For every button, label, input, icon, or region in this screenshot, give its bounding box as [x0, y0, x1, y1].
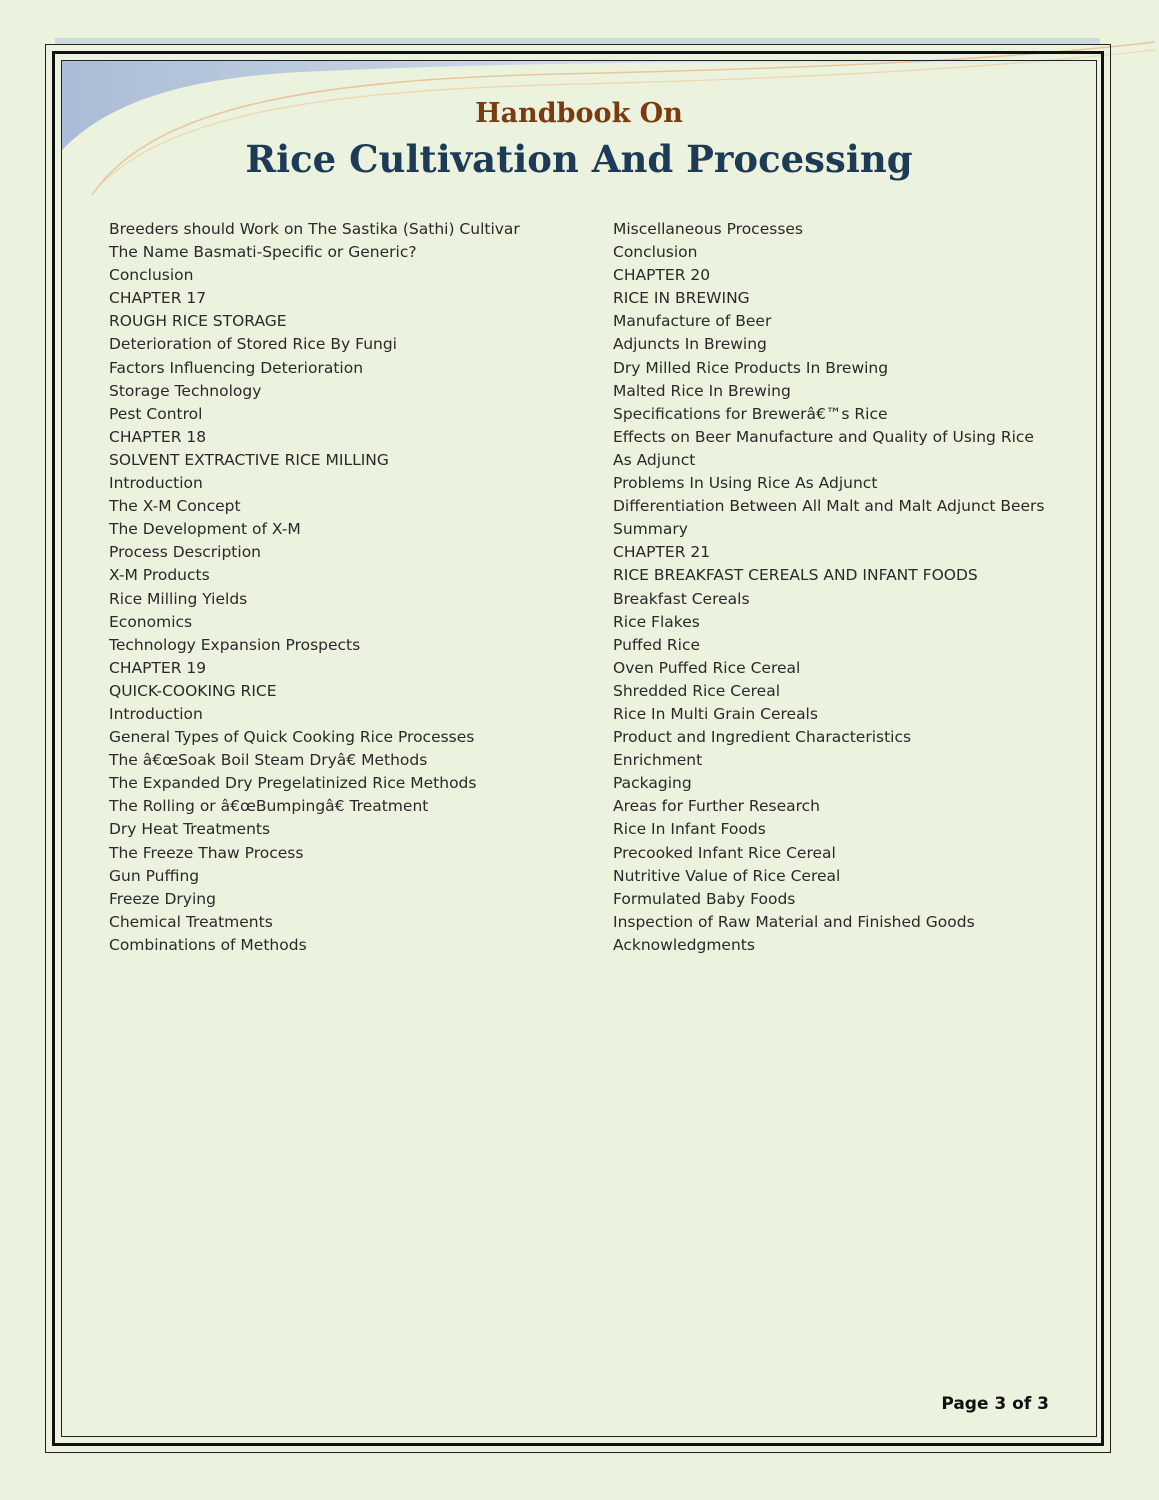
toc-entry: Adjuncts In Brewing: [613, 335, 767, 354]
toc-entry: Packaging: [613, 774, 692, 793]
toc-entry: Rice In Multi Grain Cereals: [613, 704, 818, 723]
toc-entry: General Types of Quick Cooking Rice Processes: [109, 728, 475, 747]
toc-entry: The Freeze Thaw Process: [109, 843, 304, 862]
title-block: [61, 96, 1097, 184]
toc-entry: The â€œSoak Boil Steam Dryâ€ Methods: [109, 751, 428, 770]
toc-entry: Introduction: [109, 704, 203, 723]
toc-entry: The Expanded Dry Pregelatinized Rice Methods: [109, 774, 477, 793]
toc-entry: Oven Puffed Rice Cereal: [613, 658, 801, 677]
toc-entry: Problems In Using Rice As Adjunct: [613, 474, 878, 493]
toc-entry: Breakfast Cereals: [613, 589, 750, 608]
toc-entry: Precooked Infant Rice Cereal: [613, 843, 836, 862]
page-number: Page 3 of 3: [941, 1394, 1049, 1414]
toc-entry: Freeze Drying: [109, 889, 216, 908]
toc-entry: Differentiation Between All Malt and Malt Adjunct Beers: [613, 497, 1045, 516]
toc-entry: RICE BREAKFAST CEREALS AND INFANT FOODS: [613, 566, 978, 585]
toc-entry: Summary: [613, 520, 688, 539]
toc-entry: CHAPTER 20: [613, 266, 711, 285]
toc-entry: Acknowledgments: [613, 935, 755, 954]
toc-entry: Breeders should Work on The Sastika (Sathi) Cultivar: [109, 220, 520, 238]
toc-entry: Factors Influencing Deterioration: [109, 358, 364, 377]
toc-entry: QUICK-COOKING RICE: [109, 681, 277, 700]
toc-entry: RICE IN BREWING: [613, 289, 750, 308]
toc-entry: Conclusion: [109, 266, 194, 285]
toc-entry: Product and Ingredient Characteristics: [613, 728, 912, 747]
toc-entry: As Adjunct: [613, 450, 696, 469]
toc-entry: Process Description: [109, 543, 262, 562]
toc-entry: Shredded Rice Cereal: [613, 681, 781, 700]
toc-entry: Rice Flakes: [613, 612, 700, 631]
document-title: Rice Cultivation And Processing: [245, 137, 913, 181]
toc-entry: Dry Heat Treatments: [109, 820, 271, 839]
toc-entry: Malted Rice In Brewing: [613, 381, 791, 400]
toc-entry: Miscellaneous Processes: [613, 220, 804, 238]
toc-entry: Enrichment: [613, 751, 703, 770]
toc-entry: Puffed Rice: [613, 635, 701, 654]
toc-entry: CHAPTER 19: [109, 658, 207, 677]
toc-entry: The Name Basmati-Specific or Generic?: [109, 243, 417, 262]
toc-entry: ROUGH RICE STORAGE: [109, 312, 287, 331]
toc-left-column: [109, 218, 520, 957]
toc-entry: Formulated Baby Foods: [613, 889, 796, 908]
toc-entry: X-M Products: [109, 566, 210, 585]
toc-right-column: [613, 218, 1045, 957]
toc-entry: Nutritive Value of Rice Cereal: [613, 866, 841, 885]
toc-entry: Rice Milling Yields: [109, 589, 248, 608]
toc-entry: CHAPTER 18: [109, 427, 207, 446]
toc-entry: The X-M Concept: [109, 497, 241, 516]
toc-entry: Inspection of Raw Material and Finished Goods: [613, 912, 975, 931]
toc-entry: Technology Expansion Prospects: [109, 635, 361, 654]
toc-entry: CHAPTER 17: [109, 289, 207, 308]
toc-entry: Combinations of Methods: [109, 935, 307, 954]
toc-entry: The Rolling or â€œBumpingâ€ Treatment: [109, 797, 429, 816]
toc-entry: CHAPTER 21: [613, 543, 711, 562]
toc-entry: Effects on Beer Manufacture and Quality of Using Rice: [613, 427, 1034, 446]
toc-entry: Gun Puffing: [109, 866, 200, 885]
toc-entry: Rice In Infant Foods: [613, 820, 766, 839]
toc-entry: Deterioration of Stored Rice By Fungi: [109, 335, 397, 354]
toc-entry: Introduction: [109, 474, 203, 493]
toc-entry: Dry Milled Rice Products In Brewing: [613, 358, 889, 377]
toc-entry: Storage Technology: [109, 381, 262, 400]
document-subtitle: Handbook On: [475, 98, 683, 129]
toc-entry: Chemical Treatments: [109, 912, 273, 931]
toc-entry: Areas for Further Research: [613, 797, 821, 816]
toc-entry: Conclusion: [613, 243, 698, 262]
toc-entry: SOLVENT EXTRACTIVE RICE MILLING: [109, 450, 389, 469]
toc-entry: The Development of X-M: [109, 520, 301, 539]
toc-entry: Specifications for Brewerâ€™s Rice: [613, 404, 888, 423]
toc-entry: Pest Control: [109, 404, 203, 423]
toc-entry: Manufacture of Beer: [613, 312, 772, 331]
toc-entry: Economics: [109, 612, 193, 631]
